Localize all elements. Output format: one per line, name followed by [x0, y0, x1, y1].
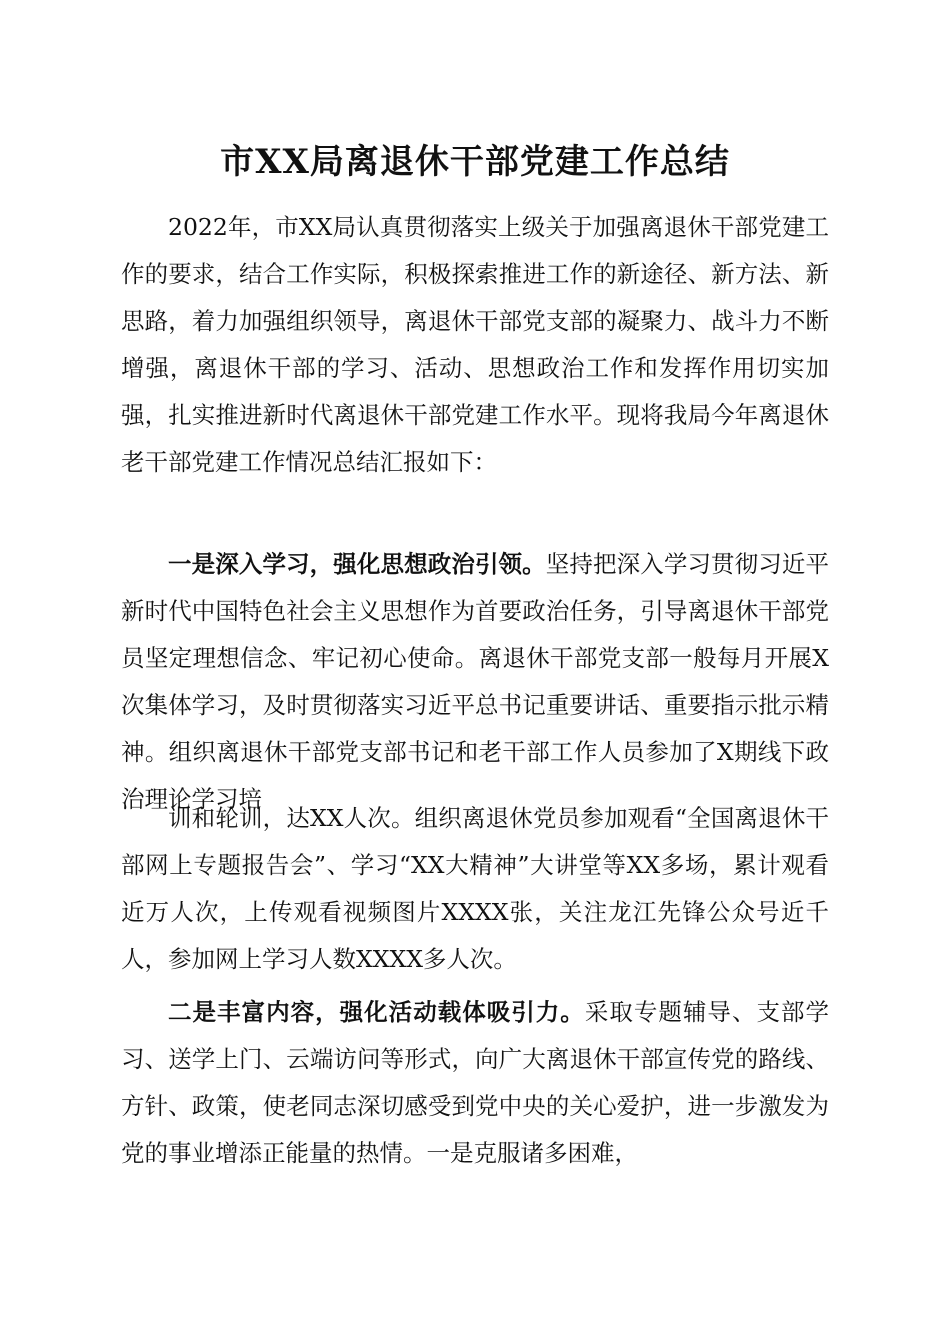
paragraph-training [121, 795, 829, 983]
paragraph-text: 采取专题辅导、支部学习、送学上门、云端访问等形式，向广大离退休干部宣传党的路线、方针、政策，使老同志深切感受到党中央的关心爱护，进一步激发为党的事业增添正能量的热情。一是克服诸多困难， [121, 998, 830, 1167]
paragraph-text: 训和轮训，达XX人次。组织离退休党员参加观看“全国离退休干部网上专题报告会”、学习“XX大精神”大讲堂等XX多场，累计观看近万人次，上传观看视频图片XXXX张，关注龙江先锋公众号近千人，参加网上学习人数XXXX多人次。 [121, 804, 829, 973]
paragraph-activities [121, 989, 829, 1177]
paragraph-study [121, 541, 829, 823]
paragraph-text: 2022年，市XX局认真贯彻落实上级关于加强离退休干部党建工作的要求，结合工作实际，积极探索推进工作的新途径、新方法、新思路，着力加强组织领导，离退休干部党支部的凝聚力、战斗力不断增强，离退休干部的学习、活动、思想政治工作和发挥作用切实加强，扎实推进新时代离退休干部党建工作水平。现将我局今年离退休老干部党建工作情况总结汇报如下： [121, 213, 829, 476]
document-title: 市XX局离退休干部党建工作总结 [220, 142, 730, 182]
paragraph-intro [121, 204, 829, 486]
paragraph-text: 坚持把深入学习贯彻习近平新时代中国特色社会主义思想作为首要政治任务，引导离退休干部党员坚定理想信念、牢记初心使命。离退休干部党支部一般每月开展X次集体学习，及时贯彻落实习近平总书记重要讲话、重要指示批示精神。组织离退休干部党支部书记和老干部工作人员参加了X期线下政治理论学习培 [121, 550, 830, 813]
paragraph-lead: 二是丰富内容，强化活动载体吸引力。 [168, 998, 585, 1026]
paragraph-lead: 一是深入学习，强化思想政治引领。 [168, 550, 546, 578]
